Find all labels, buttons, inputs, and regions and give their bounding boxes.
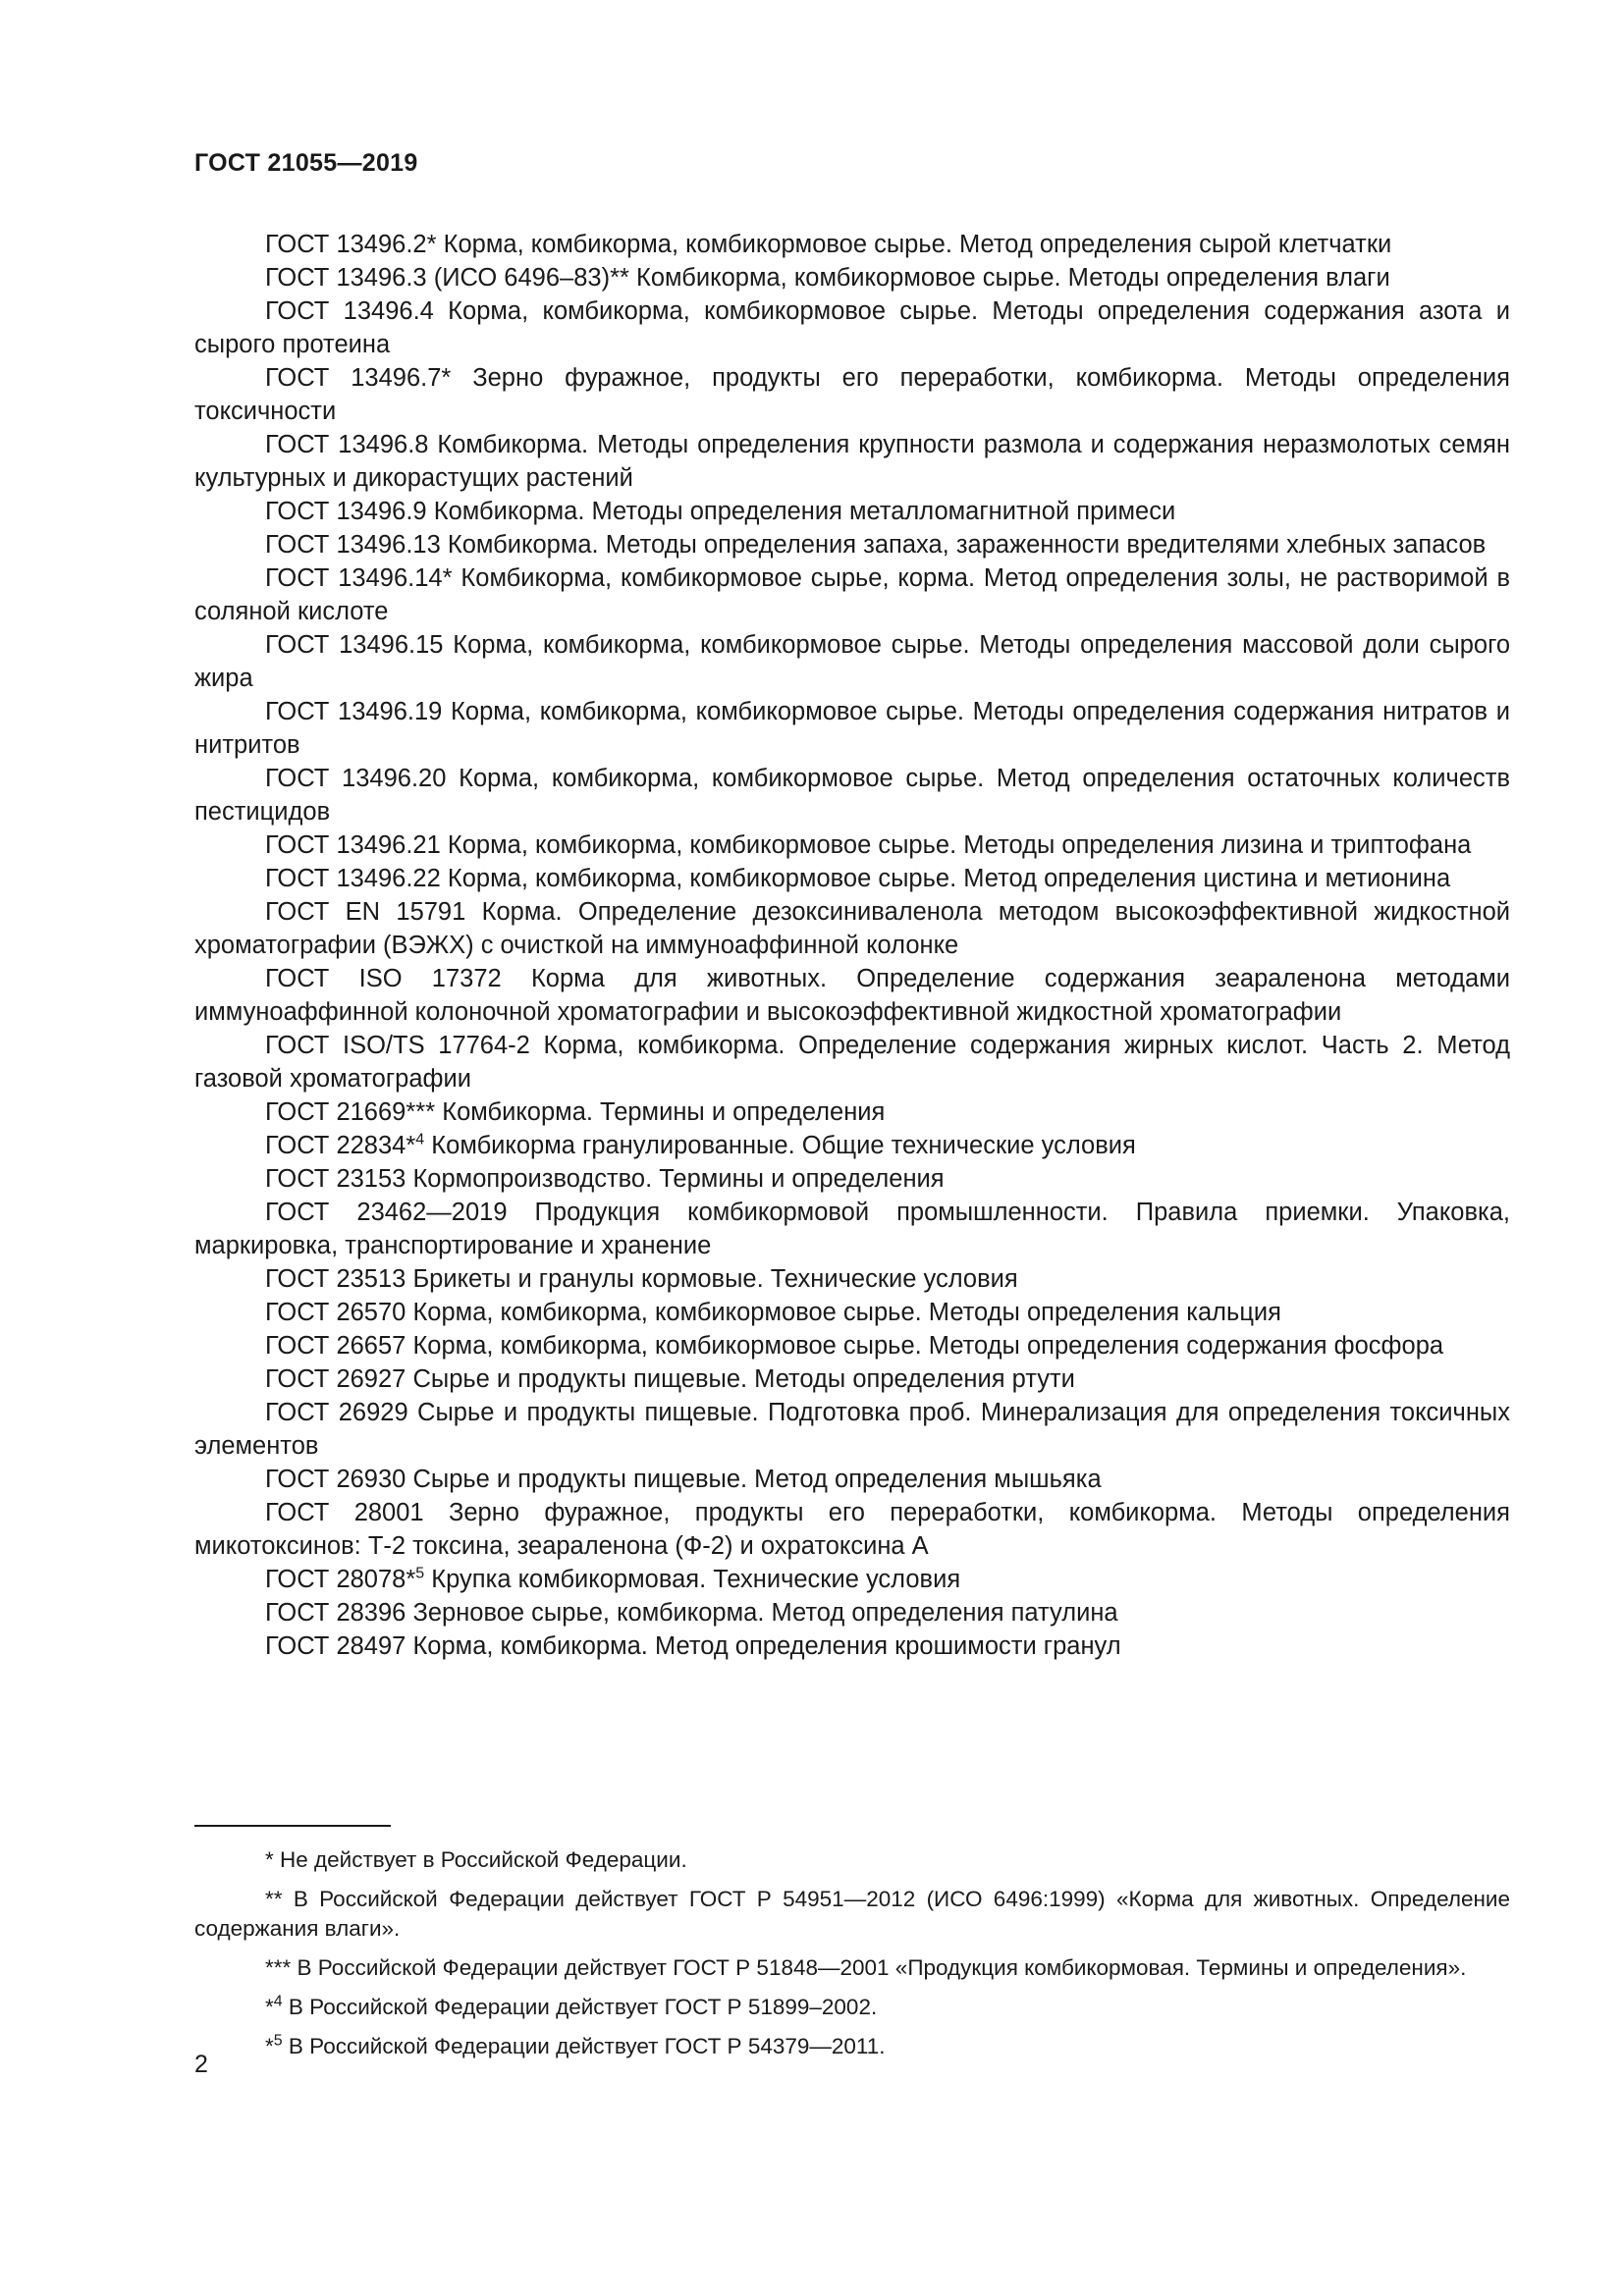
reference-code: ГОСТ 28078 [265,1566,406,1593]
reference-code: ГОСТ 13496.4 [265,297,434,325]
footnote-mark: * [265,1847,274,1872]
reference-code: ГОСТ 23462—2019 [265,1199,508,1226]
reference-title: Комбикорма, комбикормовое сырье, корма. Метод определения золы, не растворимой в соляной кислоте [194,564,1510,625]
reference-code: ГОСТ 23513 [265,1265,406,1293]
reference-title: Комбикорма, комбикормовое сырье. Методы определения влаги [628,264,1390,292]
reference-title: Комбикорма. Термины и определения [435,1098,886,1126]
reference-entry [194,1029,1510,1095]
reference-code: ГОСТ 13496.19 [265,698,443,725]
reference-code: ГОСТ 13496.8 [265,431,429,458]
reference-title: Корма, комбикорма, комбикормовое сырье. Методы определения содержания нитратов и нитритов [194,698,1510,759]
reference-title: Крупка комбикормовая. Технические условия [424,1566,961,1593]
reference-code: ГОСТ 13496.15 [265,631,444,659]
footnote-mark: * [406,1566,416,1593]
reference-entry [194,962,1510,1029]
reference-entry [194,294,1510,361]
footnote-text: Не действует в Российской Федерации. [273,1847,687,1872]
reference-entry [194,1162,1510,1196]
reference-entry [194,1095,1510,1129]
reference-title: Корма для животных. Определение содержания зеараленона методами иммуноаффинной колоночной хроматографии и высокоэффективной жидкостной хроматографии [194,965,1510,1026]
footnote-text: В Российской Федерации действует ГОСТ Р 51848—2001 «Продукция комбикормовая. Термины и определения». [291,1955,1467,1980]
footnote-mark-superscript: 5 [273,2032,283,2050]
reference-title: Кормопроизводство. Термины и определения [406,1165,945,1193]
reference-entry [194,695,1510,762]
reference-entry [194,1129,1510,1162]
reference-entry [194,862,1510,895]
reference-entry [194,228,1510,261]
reference-code: ГОСТ 13496.21 [265,831,441,859]
reference-title: Корма, комбикорма, комбикормовое сырье. Метод определения остаточных количеств пестицидов [194,765,1510,826]
reference-code: ГОСТ 28396 [265,1599,406,1627]
reference-title: Корма. Определение дезоксиниваленола методом высокоэффективной жидкостной хроматографии (ВЭЖХ) с очисткой на иммуноаффинной колонке [194,898,1510,959]
footnote-mark: * [441,364,452,392]
normative-references-list [194,228,1510,1663]
footnote-mark: * [442,564,453,592]
reference-code: ГОСТ 26657 [265,1332,406,1360]
footnote-mark: *** [265,1955,292,1980]
reference-title: Зерно фуражное, продукты его переработки, комбикорма. Методы определения токсичности [194,364,1510,425]
footnote-mark: ** [610,264,629,292]
reference-code: ГОСТ ISO 17372 [265,965,502,992]
reference-entry [194,1329,1510,1362]
reference-entry [194,1563,1510,1596]
footnote-mark-superscript: 4 [415,1131,425,1148]
reference-code: ГОСТ 26570 [265,1299,406,1326]
reference-code: ГОСТ 13496.9 [265,498,427,525]
reference-code: ГОСТ 21669 [265,1098,406,1126]
reference-code: ГОСТ ISO/TS 17764-2 [265,1032,530,1059]
reference-title: Корма, комбикорма, комбикормовое сырье. Метод определения сырой клетчатки [436,231,1392,258]
footnote-text: В Российской Федерации действует ГОСТ Р 54379—2011. [282,2034,886,2058]
reference-code: ГОСТ 26930 [265,1466,406,1493]
reference-title: Брикеты и гранулы кормовые. Технические условия [406,1265,1018,1293]
footnote-mark-superscript: 5 [415,1565,425,1582]
reference-title: Корма, комбикорма, комбикормовое сырье. Методы определения содержания фосфора [406,1332,1444,1360]
reference-entry [194,762,1510,828]
footnote-mark-superscript: 4 [273,1993,283,2010]
reference-title: Корма, комбикорма. Определение содержания жирных кислот. Часть 2. Метод газовой хроматографии [194,1032,1510,1093]
reference-entry [194,361,1510,428]
reference-entry [194,1596,1510,1629]
reference-entry [194,895,1510,962]
reference-code: ГОСТ 13496.3 (ИСО 6496–83) [265,264,611,292]
reference-code: ГОСТ 22834 [265,1132,406,1159]
reference-entry [194,1629,1510,1663]
reference-title: Комбикорма. Методы определения металломагнитной примеси [426,498,1176,525]
reference-title: Корма, комбикорма, комбикормовое сырье. Методы определения лизина и триптофана [440,831,1472,859]
footnote [194,2032,1510,2061]
reference-entry [194,528,1510,561]
footnote [194,1885,1510,1944]
reference-entry [194,1196,1510,1262]
reference-title: Корма, комбикорма. Метод определения крошимости гранул [406,1632,1121,1660]
reference-entry [194,495,1510,528]
reference-code: ГОСТ 26929 [265,1399,408,1426]
reference-title: Зерновое сырье, комбикорма. Метод определения патулина [406,1599,1118,1627]
reference-title: Комбикорма. Методы определения запаха, зараженности вредителями хлебных запасов [440,531,1487,559]
footnote [194,1993,1510,2022]
reference-code: ГОСТ 26927 [265,1365,406,1393]
footnote [194,1845,1510,1875]
reference-entry [194,428,1510,495]
reference-entry [194,628,1510,695]
reference-title: Комбикорма гранулированные. Общие технические условия [424,1132,1136,1159]
footnote-text: В Российской Федерации действует ГОСТ Р 51899–2002. [282,1995,878,2019]
footnote-mark: * [265,1995,274,2019]
reference-entry [194,561,1510,628]
reference-title: Сырье и продукты пищевые. Подготовка проб. Минерализация для определения токсичных элементов [194,1399,1510,1460]
reference-title: Сырье и продукты пищевые. Методы определения ртути [406,1365,1075,1393]
footnote-divider [194,1825,391,1827]
reference-title: Сырье и продукты пищевые. Метод определения мышьяка [406,1466,1102,1493]
footnote-mark: *** [406,1098,436,1126]
reference-title: Комбикорма. Методы определения крупности размола и содержания неразмолотых семян культурных и дикорастущих растений [194,431,1510,492]
reference-code: ГОСТ 28497 [265,1632,406,1660]
reference-code: ГОСТ 13496.13 [265,531,441,559]
reference-title: Корма, комбикорма, комбикормовое сырье. Методы определения кальция [406,1299,1281,1326]
reference-entry [194,1362,1510,1396]
document-header: ГОСТ 21055—2019 [194,149,418,177]
footnote [194,1953,1510,1983]
footnotes-list [194,1845,1510,2071]
reference-code: ГОСТ 13496.14 [265,564,443,592]
reference-entry [194,1396,1510,1463]
reference-entry [194,1463,1510,1496]
reference-title: Корма, комбикорма, комбикормовое сырье. Методы определения массовой доли сырого жира [194,631,1510,692]
reference-entry [194,261,1510,294]
reference-code: ГОСТ 23153 [265,1165,406,1193]
footnote-mark: * [265,2034,274,2058]
reference-code: ГОСТ EN 15791 [265,898,466,926]
page-number: 2 [194,2051,208,2078]
footnote-mark: * [426,231,437,258]
reference-code: ГОСТ 28001 [265,1499,424,1526]
reference-entry [194,1296,1510,1329]
reference-code: ГОСТ 13496.2 [265,231,427,258]
reference-code: ГОСТ 13496.7 [265,364,442,392]
footnote-text: В Российской Федерации действует ГОСТ Р 54951—2012 (ИСО 6496:1999) «Корма для животных. Определение содержания влаги». [194,1887,1510,1941]
reference-title: Зерно фуражное, продукты его переработки, комбикорма. Методы определения микотоксинов: Т-2 токсина, зеараленона (Ф-2) и охратоксина А [194,1499,1510,1560]
footnote-mark: ** [265,1887,283,1911]
footnote-mark: * [406,1132,416,1159]
reference-code: ГОСТ 13496.22 [265,865,441,892]
reference-title: Корма, комбикорма, комбикормовое сырье. Метод определения цистина и метионина [440,865,1451,892]
reference-entry [194,828,1510,862]
reference-title: Корма, комбикорма, комбикормовое сырье. Методы определения содержания азота и сырого протеина [194,297,1510,358]
reference-entry [194,1496,1510,1563]
reference-code: ГОСТ 13496.20 [265,765,447,792]
reference-title: Продукция комбикормовой промышленности. Правила приемки. Упаковка, маркировка, транспортирование и хранение [194,1199,1511,1259]
reference-entry [194,1262,1510,1296]
